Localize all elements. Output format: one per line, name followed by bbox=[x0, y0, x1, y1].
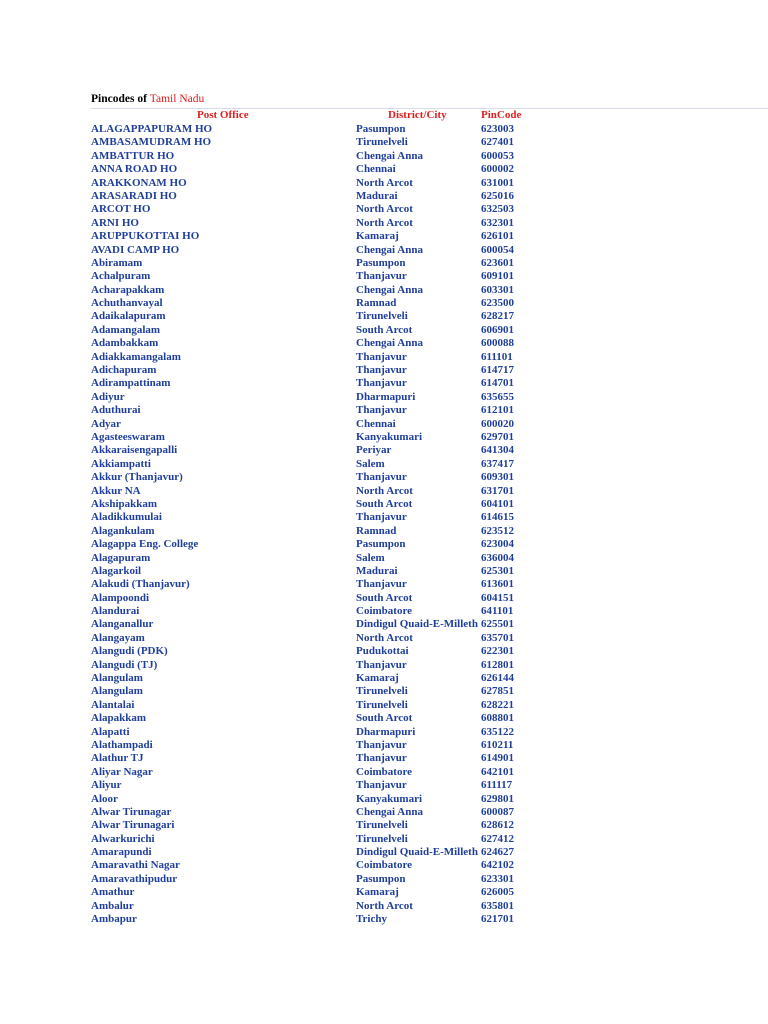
table-row bbox=[0, 592, 768, 605]
post-office-cell: ALAGAPPAPURAM HO bbox=[91, 123, 213, 135]
table-row bbox=[0, 538, 768, 551]
district-cell: South Arcot bbox=[356, 323, 413, 336]
post-office-cell: Aduthurai bbox=[91, 404, 141, 417]
pincode-cell: 631001 bbox=[481, 176, 514, 189]
table-row bbox=[0, 819, 768, 832]
district-cell: Pudukottai bbox=[356, 645, 409, 658]
district-cell: Thanjavur bbox=[356, 578, 407, 591]
district-cell: Kanyakumari bbox=[356, 792, 423, 805]
post-office-cell: ARNI HO bbox=[91, 216, 139, 229]
pincode-cell: 600002 bbox=[481, 163, 514, 176]
post-office-cell: Aloor bbox=[91, 792, 118, 805]
table-row bbox=[0, 284, 768, 297]
pincode-table bbox=[0, 123, 768, 926]
table-row bbox=[0, 257, 768, 270]
table-row bbox=[0, 431, 768, 444]
district-cell: Coimbatore bbox=[356, 605, 413, 618]
pincode-cell: 603301 bbox=[481, 283, 514, 296]
district-cell: Tirunelveli bbox=[356, 819, 408, 832]
table-row bbox=[0, 123, 768, 136]
table-row bbox=[0, 324, 768, 337]
pincode-cell: 628612 bbox=[481, 819, 514, 832]
pincode-cell: 614717 bbox=[481, 364, 514, 377]
district-cell: Madurai bbox=[356, 189, 398, 202]
district-cell: Dindigul Quaid-E-Milleth bbox=[356, 618, 478, 631]
district-cell: Thanjavur bbox=[356, 752, 407, 765]
district-cell: Pasumpon bbox=[356, 872, 406, 885]
post-office-cell: Alagappa Eng. College bbox=[91, 538, 199, 551]
pincode-cell: 600054 bbox=[481, 243, 514, 256]
table-row bbox=[0, 565, 768, 578]
heading-prefix: Pincodes of bbox=[91, 93, 150, 105]
district-cell: Pasumpon bbox=[356, 538, 406, 551]
table-row bbox=[0, 471, 768, 484]
district-cell: Coimbatore bbox=[356, 859, 413, 872]
table-row bbox=[0, 685, 768, 698]
post-office-cell: Amaravathipudur bbox=[91, 872, 178, 885]
table-row bbox=[0, 297, 768, 310]
district-cell: North Arcot bbox=[356, 216, 413, 229]
pincode-cell: 621701 bbox=[481, 913, 514, 926]
table-row bbox=[0, 310, 768, 323]
district-cell: Thanjavur bbox=[356, 511, 407, 524]
table-row bbox=[0, 444, 768, 457]
post-office-cell: Abiramam bbox=[91, 256, 143, 269]
table-row bbox=[0, 873, 768, 886]
post-office-cell: Alangayam bbox=[91, 631, 145, 644]
post-office-cell: Amathur bbox=[91, 886, 135, 899]
post-office-cell: AMBASAMUDRAM HO bbox=[91, 136, 212, 149]
post-office-cell: ANNA ROAD HO bbox=[91, 163, 178, 176]
district-cell: Thanjavur bbox=[356, 779, 407, 792]
table-row bbox=[0, 230, 768, 243]
table-row bbox=[0, 645, 768, 658]
table-row bbox=[0, 391, 768, 404]
district-cell: North Arcot bbox=[356, 484, 413, 497]
district-cell: North Arcot bbox=[356, 899, 413, 912]
table-row bbox=[0, 859, 768, 872]
pincode-cell: 629801 bbox=[481, 792, 514, 805]
pincode-cell: 611117 bbox=[481, 779, 513, 792]
pincode-cell: 612101 bbox=[481, 404, 514, 417]
district-cell: North Arcot bbox=[356, 631, 413, 644]
district-cell: Dharmapuri bbox=[356, 390, 416, 403]
post-office-cell: Alakudi (Thanjavur) bbox=[91, 578, 190, 591]
post-office-cell: Adamangalam bbox=[91, 323, 161, 336]
column-header-pincode: PinCode bbox=[481, 109, 522, 121]
district-cell: Dindigul Quaid-E-Milleth bbox=[356, 846, 478, 859]
district-cell: Thanjavur bbox=[356, 738, 407, 751]
pincode-cell: 632503 bbox=[481, 203, 514, 216]
district-cell: Thanjavur bbox=[356, 658, 407, 671]
table-row bbox=[0, 498, 768, 511]
district-cell: Pasumpon bbox=[356, 123, 406, 135]
pincode-cell: 635701 bbox=[481, 631, 514, 644]
pincode-cell: 632301 bbox=[481, 216, 514, 229]
post-office-cell: Alangulam bbox=[91, 685, 143, 698]
post-office-cell: Alantalai bbox=[91, 698, 135, 711]
district-cell: Thanjavur bbox=[356, 270, 407, 283]
district-cell: Coimbatore bbox=[356, 765, 413, 778]
table-row bbox=[0, 605, 768, 618]
table-row bbox=[0, 163, 768, 176]
table-row bbox=[0, 632, 768, 645]
column-header-post-office: Post Office bbox=[197, 109, 249, 121]
table-row bbox=[0, 244, 768, 257]
post-office-cell: Aliyur bbox=[91, 779, 122, 792]
district-cell: Dharmapuri bbox=[356, 725, 416, 738]
post-office-cell: AMBATTUR HO bbox=[91, 149, 175, 162]
pincode-cell: 613601 bbox=[481, 578, 514, 591]
post-office-cell: Akshipakkam bbox=[91, 497, 158, 510]
post-office-cell: Alwar Tirunagar bbox=[91, 805, 172, 818]
pincode-cell: 627412 bbox=[481, 832, 514, 845]
table-row bbox=[0, 418, 768, 431]
district-cell: Tirunelveli bbox=[356, 136, 408, 149]
district-cell: Chengai Anna bbox=[356, 283, 423, 296]
district-cell: North Arcot bbox=[356, 176, 413, 189]
district-cell: Chennai bbox=[356, 417, 396, 430]
table-row bbox=[0, 578, 768, 591]
post-office-cell: Alwarkurichi bbox=[91, 832, 155, 845]
pincode-cell: 631701 bbox=[481, 484, 514, 497]
district-cell: Kamaraj bbox=[356, 230, 399, 243]
pincode-cell: 614901 bbox=[481, 752, 514, 765]
table-row bbox=[0, 659, 768, 672]
page-heading bbox=[91, 93, 204, 105]
table-row bbox=[0, 190, 768, 203]
table-row bbox=[0, 766, 768, 779]
post-office-cell: Alampoondi bbox=[91, 591, 150, 604]
pincode-cell: 641304 bbox=[481, 444, 514, 457]
table-row bbox=[0, 886, 768, 899]
post-office-cell: Adambakkam bbox=[91, 337, 159, 350]
pincode-cell: 636004 bbox=[481, 551, 514, 564]
post-office-cell: Adiyur bbox=[91, 390, 125, 403]
district-cell: South Arcot bbox=[356, 712, 413, 725]
post-office-cell: Amarapundi bbox=[91, 846, 152, 859]
pincode-cell: 641101 bbox=[481, 605, 514, 618]
pincode-cell: 626101 bbox=[481, 230, 514, 243]
table-row bbox=[0, 203, 768, 216]
district-cell: Periyar bbox=[356, 444, 392, 457]
pincode-cell: 609301 bbox=[481, 471, 514, 484]
district-cell: Tirunelveli bbox=[356, 698, 408, 711]
pincode-cell: 626144 bbox=[481, 672, 514, 685]
pincode-cell: 625501 bbox=[481, 618, 514, 631]
district-cell: Salem bbox=[356, 457, 385, 470]
post-office-cell: Akkur NA bbox=[91, 484, 141, 497]
district-cell: Chengai Anna bbox=[356, 337, 423, 350]
district-cell: Pasumpon bbox=[356, 256, 406, 269]
post-office-cell: Alagankulam bbox=[91, 524, 155, 537]
post-office-cell: AVADI CAMP HO bbox=[91, 243, 180, 256]
district-cell: Chengai Anna bbox=[356, 243, 423, 256]
table-row bbox=[0, 806, 768, 819]
post-office-cell: Alangulam bbox=[91, 672, 143, 685]
district-cell: Kanyakumari bbox=[356, 430, 423, 443]
district-cell: South Arcot bbox=[356, 591, 413, 604]
heading-state: Tamil Nadu bbox=[149, 93, 205, 105]
post-office-cell: Alandurai bbox=[91, 605, 140, 618]
pincode-cell: 606901 bbox=[481, 323, 514, 336]
table-row bbox=[0, 672, 768, 685]
post-office-cell: Alanganallur bbox=[91, 618, 154, 631]
pincode-cell: 629701 bbox=[481, 430, 514, 443]
pincode-cell: 628217 bbox=[481, 310, 514, 323]
table-row bbox=[0, 900, 768, 913]
district-cell: Salem bbox=[356, 551, 385, 564]
district-cell: Kamaraj bbox=[356, 886, 399, 899]
post-office-cell: Aladikkumulai bbox=[91, 511, 162, 524]
post-office-cell: Adirampattinam bbox=[91, 377, 171, 390]
pincode-cell: 625301 bbox=[481, 564, 514, 577]
district-cell: Thanjavur bbox=[356, 350, 407, 363]
pincode-cell: 623500 bbox=[481, 297, 514, 310]
district-cell: Chengai Anna bbox=[356, 149, 423, 162]
pincode-cell: 642102 bbox=[481, 859, 514, 872]
pincode-cell: 600087 bbox=[481, 805, 514, 818]
post-office-cell: Alagapuram bbox=[91, 551, 151, 564]
pincode-cell: 600020 bbox=[481, 417, 514, 430]
district-cell: South Arcot bbox=[356, 497, 413, 510]
district-cell: Tirunelveli bbox=[356, 310, 408, 323]
post-office-cell: Achuthanvayal bbox=[91, 297, 163, 310]
post-office-cell: Ambapur bbox=[91, 913, 137, 926]
post-office-cell: Alangudi (TJ) bbox=[91, 658, 158, 671]
post-office-cell: Adichapuram bbox=[91, 364, 157, 377]
post-office-cell: ARUPPUKOTTAI HO bbox=[91, 230, 200, 243]
pincode-cell: 622301 bbox=[481, 645, 514, 658]
table-row bbox=[0, 136, 768, 149]
pincode-cell: 600088 bbox=[481, 337, 514, 350]
district-cell: Chennai bbox=[356, 163, 396, 176]
post-office-cell: Alwar Tirunagari bbox=[91, 819, 175, 832]
post-office-cell: Aliyar Nagar bbox=[91, 765, 153, 778]
pincode-cell: 608801 bbox=[481, 712, 514, 725]
pincode-cell: 609101 bbox=[481, 270, 514, 283]
post-office-cell: Akkiampatti bbox=[91, 457, 151, 470]
pincode-cell: 642101 bbox=[481, 765, 514, 778]
pincode-cell: 635655 bbox=[481, 390, 514, 403]
district-cell: Thanjavur bbox=[356, 377, 407, 390]
table-row bbox=[0, 913, 768, 926]
pincode-cell: 623512 bbox=[481, 524, 514, 537]
pincode-cell: 604151 bbox=[481, 591, 514, 604]
pincode-cell: 627851 bbox=[481, 685, 514, 698]
district-cell: Ramnad bbox=[356, 297, 397, 310]
table-row bbox=[0, 511, 768, 524]
pincode-cell: 637417 bbox=[481, 457, 514, 470]
table-row bbox=[0, 351, 768, 364]
pincode-cell: 628221 bbox=[481, 698, 514, 711]
district-cell: Ramnad bbox=[356, 524, 397, 537]
pincode-cell: 625016 bbox=[481, 189, 514, 202]
table-row bbox=[0, 739, 768, 752]
post-office-cell: ARAKKONAM HO bbox=[91, 176, 187, 189]
pincode-cell: 623601 bbox=[481, 256, 514, 269]
post-office-cell: Adaikalapuram bbox=[91, 310, 166, 323]
table-row bbox=[0, 270, 768, 283]
table-row bbox=[0, 618, 768, 631]
column-header-district: District/City bbox=[388, 109, 447, 121]
table-row bbox=[0, 177, 768, 190]
post-office-cell: ARCOT HO bbox=[91, 203, 151, 216]
post-office-cell: Achalpuram bbox=[91, 270, 151, 283]
table-row bbox=[0, 699, 768, 712]
pincode-cell: 614701 bbox=[481, 377, 514, 390]
pincode-cell: 614615 bbox=[481, 511, 514, 524]
post-office-cell: Alapakkam bbox=[91, 712, 147, 725]
table-row bbox=[0, 525, 768, 538]
table-row bbox=[0, 458, 768, 471]
district-cell: Thanjavur bbox=[356, 364, 407, 377]
district-cell: Thanjavur bbox=[356, 471, 407, 484]
table-row bbox=[0, 833, 768, 846]
pincode-cell: 635801 bbox=[481, 899, 514, 912]
post-office-cell: Akkur (Thanjavur) bbox=[91, 471, 183, 484]
district-cell: Thanjavur bbox=[356, 404, 407, 417]
district-cell: Madurai bbox=[356, 564, 398, 577]
district-cell: Tirunelveli bbox=[356, 832, 408, 845]
pincode-cell: 610211 bbox=[481, 738, 514, 751]
pincode-cell: 624627 bbox=[481, 846, 514, 859]
post-office-cell: Amaravathi Nagar bbox=[91, 859, 180, 872]
district-cell: Kamaraj bbox=[356, 672, 399, 685]
table-row bbox=[0, 377, 768, 390]
table-row bbox=[0, 846, 768, 859]
table-row bbox=[0, 404, 768, 417]
table-row bbox=[0, 752, 768, 765]
table-row bbox=[0, 552, 768, 565]
post-office-cell: ARASARADI HO bbox=[91, 189, 177, 202]
pincode-cell: 611101 bbox=[481, 350, 513, 363]
district-cell: Chengai Anna bbox=[356, 805, 423, 818]
table-row bbox=[0, 217, 768, 230]
pincode-cell: 600053 bbox=[481, 149, 514, 162]
pincode-cell: 623003 bbox=[481, 123, 514, 135]
post-office-cell: Ambalur bbox=[91, 899, 134, 912]
pincode-cell: 635122 bbox=[481, 725, 514, 738]
district-cell: Trichy bbox=[356, 913, 387, 926]
table-row bbox=[0, 337, 768, 350]
post-office-cell: Alangudi (PDK) bbox=[91, 645, 168, 658]
post-office-cell: Agasteeswaram bbox=[91, 430, 165, 443]
table-row bbox=[0, 793, 768, 806]
post-office-cell: Akkaraisengapalli bbox=[91, 444, 178, 457]
district-cell: Tirunelveli bbox=[356, 685, 408, 698]
post-office-cell: Adiakkamangalam bbox=[91, 350, 181, 363]
district-cell: North Arcot bbox=[356, 203, 413, 216]
post-office-cell: Alagarkoil bbox=[91, 564, 142, 577]
post-office-cell: Alathur TJ bbox=[91, 752, 144, 765]
pincode-cell: 612801 bbox=[481, 658, 514, 671]
table-row bbox=[0, 150, 768, 163]
table-row bbox=[0, 779, 768, 792]
pincode-cell: 623301 bbox=[481, 872, 514, 885]
pincode-cell: 604101 bbox=[481, 497, 514, 510]
table-row bbox=[0, 485, 768, 498]
table-row bbox=[0, 364, 768, 377]
pincode-cell: 626005 bbox=[481, 886, 514, 899]
table-row bbox=[0, 726, 768, 739]
pincode-cell: 627401 bbox=[481, 136, 514, 149]
table-row bbox=[0, 712, 768, 725]
post-office-cell: Alapatti bbox=[91, 725, 130, 738]
post-office-cell: Adyar bbox=[91, 417, 121, 430]
pincode-cell: 623004 bbox=[481, 538, 514, 551]
post-office-cell: Alathampadi bbox=[91, 738, 153, 751]
post-office-cell: Acharapakkam bbox=[91, 283, 165, 296]
